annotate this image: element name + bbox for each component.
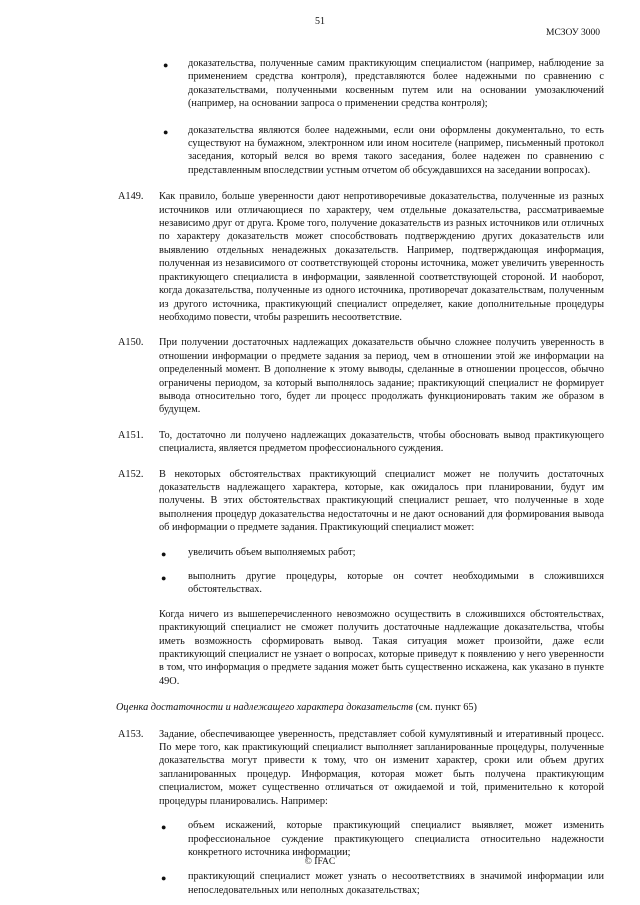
paragraph-number: A153. — [118, 728, 144, 740]
bullet-text: доказательства являются более надежными, если они оформлены документально, то есть существуют на бумажном, электронном или ином носителе (например, письменный протокол заседания, который велся во время такого заседания, более надежен по сравнению с представленным впоследствии устным отчетом об обсуждавшихся на заседании вопросах). — [188, 124, 604, 176]
paragraph-continuation — [0, 608, 640, 688]
paragraph-a153 — [0, 728, 640, 808]
paragraph-text: При получении достаточных надлежащих доказательств обычно сложнее получить уверенность в отношении информации о предмете задания за период, чем в отношении этой же информации на определенный момент. В дополнение к этому выводы, сделанные в отношении процессов, обычно ограничены периодом, за который выполнялось задание; практикующий специалист не формирует вывода относительно того, будет ли процесс продолжать функционировать таким же образом в будущем. — [159, 337, 604, 416]
section-reference: (см. пункт 65) — [412, 702, 477, 714]
paragraph-text: То, достаточно ли получено надлежащих доказательств, чтобы обосновать вывод практикующего специалиста, является предметом профессионального суждения. — [159, 429, 604, 455]
paragraph-number: A152. — [118, 468, 144, 480]
bullet-text: выполнить другие процедуры, которые он сочтет необходимыми в сложившихся обстоятельствах. — [188, 571, 604, 596]
bullet-text: доказательства, полученные самим практикующим специалистом (например, наблюдение за применением средства контроля), представляются более надежными по сравнению с доказательствами, полученными косвенным путем или на основании умозаключений (например, на основании запроса о применении средства контроля); — [188, 58, 604, 110]
paragraph-text: Как правило, больше уверенности дают непротиворечивые доказательства, полученные из разных источников или отличающиеся по характеру, чем отдельные доказательства, рассматриваемые независимо друг от друга. Кроме того, получение доказательств из разных источников или отличных по характеру доказательств может способствовать подтверждению других доказательств или выявлению отдельных ненадежных доказательств. Например, подтверждающая информация, полученная из независимого от соответствующей стороны источника, может увеличить уверенность практикующего специалиста в информации, заявленной соответствующей стороной. И наоборот, когда доказательства, полученные из одного источника, противоречат доказательствам, полученным из другого источника, практикующий специалист определяет, какие дополнительные процедуры необходимо повести, чтобы разрешить несоответствие. — [159, 191, 604, 323]
paragraph-text: Задание, обеспечивающее уверенность, представляет собой кумулятивный и итеративный процесс. По мере того, как практикующий специалист выполняет запланированные процедуры, полученные доказательства могут привести к тому, что он изменит характер, сроки или объем других запланированных процедур. Информация, которая может быть получена практикующим специалистом, может существенно отличаться от ожидаемой и той, применительно к которой процедуры планировались. Например: — [159, 728, 604, 807]
page-number: 51 — [315, 16, 325, 27]
paragraph-a150 — [0, 336, 640, 416]
bullet-text: увеличить объем выполняемых работ; — [188, 546, 356, 558]
bullet-text: объем искажений, которые практикующий специалист выявляет, может изменить профессиональное суждение практикующего специалиста относительно надежности конкретного источника информации; — [188, 820, 604, 858]
paragraph-a149 — [0, 190, 640, 324]
bullet-item — [0, 819, 640, 859]
bullet-icon: ● — [161, 873, 167, 884]
bullet-icon: ● — [163, 60, 169, 70]
bullet-item — [0, 546, 640, 559]
section-title: Оценка достаточности и надлежащего характера доказательств — [116, 702, 413, 714]
bullet-icon: ● — [163, 126, 169, 137]
copyright-footer: © IFAC — [304, 857, 336, 867]
bullet-icon: ● — [161, 548, 167, 559]
paragraph-text: В некоторых обстоятельствах практикующий специалист может не получить достаточных доказательств надлежащего характера, которые, как ожидалось при планировании, будут им получены. В этих обстоятельствах практикующий специалист решает, что полученные в ходе выполнения процедур доказательства недостаточны и не дают оснований для формирования вывода об информации о предмете задания. Практикующий специалист может: — [159, 468, 604, 534]
paragraph-number: A149. — [118, 191, 144, 203]
bullet-item — [0, 124, 640, 178]
bullet-icon: ● — [161, 822, 167, 833]
section-heading — [0, 701, 640, 714]
paragraph-number: A151. — [118, 429, 144, 441]
bullet-item — [0, 570, 640, 597]
paragraph-a152 — [0, 468, 640, 535]
bullet-item — [0, 870, 640, 897]
page-body — [0, 57, 640, 897]
bullet-item — [0, 57, 640, 111]
paragraph-a151 — [0, 429, 640, 456]
standard-code: МСЗОУ 3000 — [546, 28, 600, 38]
bullet-icon: ● — [161, 573, 167, 583]
paragraph-number: A150. — [118, 337, 144, 349]
bullet-text: практикующий специалист может узнать о несоответствиях в значимой информации или непоследовательных или неполных доказательствах; — [188, 871, 604, 896]
paragraph-text: Когда ничего из вышеперечисленного невозможно осуществить в сложившихся обстоятельствах, практикующий специалист не сможет получить достаточные надлежащие доказательства, чтобы иметь возможность сформировать вывод. Такая ситуация может произойти, даже если практикующий специалист не узнает о вопросах, которые приведут к появлению у него уверенности в том, что информация о предмете задания может быть существенно искажена, как указано в пункте 49О. — [159, 608, 604, 687]
